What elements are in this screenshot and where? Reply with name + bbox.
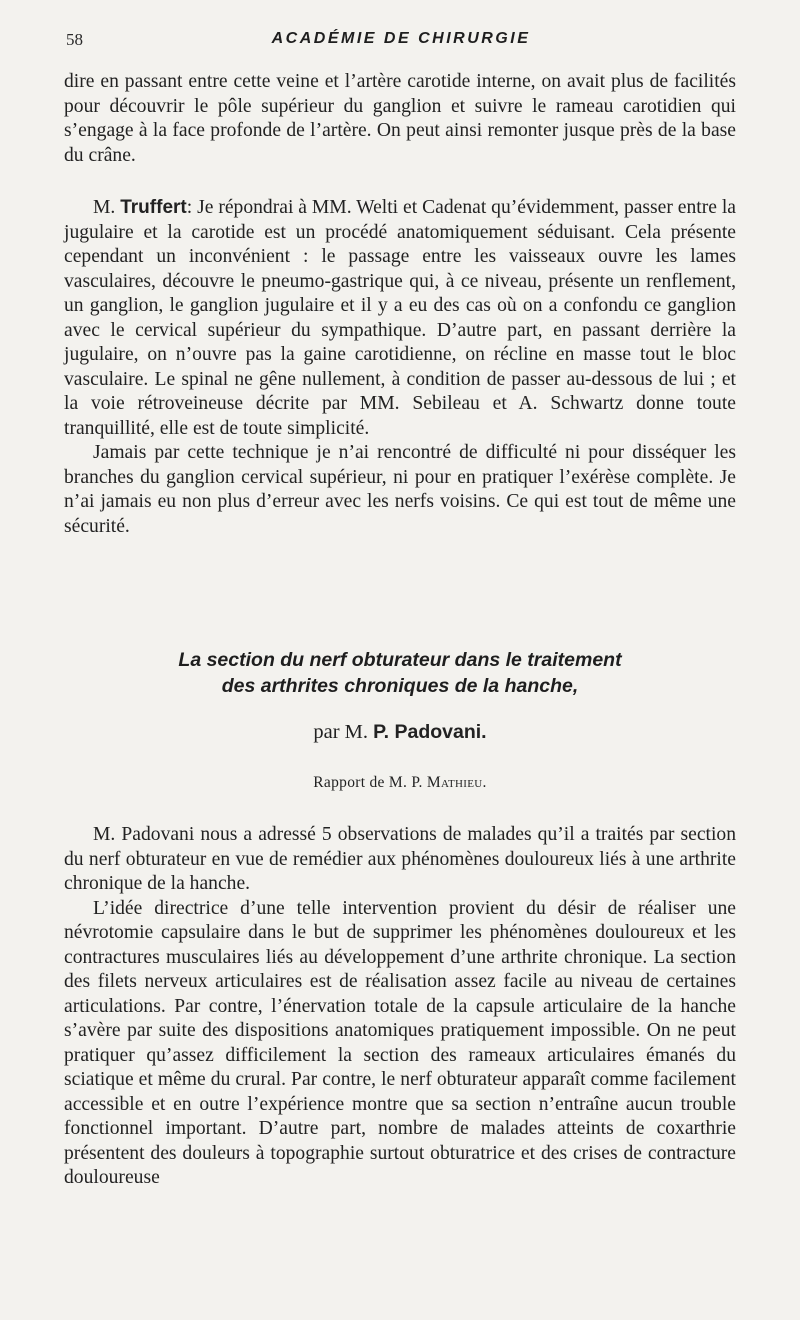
speaker-separator: : [186, 197, 198, 218]
byline-author: P. Padovani. [373, 721, 487, 743]
byline-prefix: par M. [313, 721, 374, 743]
report-paragraph-2: L’idée directrice d’une telle intervention provient du désir de réaliser une névrotomie capsulaire dans le but de supprimer les phénomènes douloureux et les contractures musculaires liés au développement d’une arthrite chronique. La section des filets nerveux articulaires est de réalisation assez facile au niveau de certaines articulations. Par contre, l’énervation totale de la capsule articulaire de la hanche s’avère par suite des dispositions anatomiques pratiquement impossible. On ne peut pratiquer qu’assez difficilement la section des rameaux articulaires émanés du sciatique et même du crural. Par contre, le nerf obturateur apparaît comme facilement accessible et en outre l’expérience montre que sa section n’entraîne aucun trouble fonctionnel important. D’autre part, nombre de malades atteints de coxarthrie présentent des douleurs à topographie surtout obturatrice et des crises de contracture douloureuse [64, 897, 736, 1188]
report-body [64, 823, 736, 1191]
report-paragraph-1: M. Padovani nous a adressé 5 observations de malades qu’il a traités par section du nerf obturateur en vue de remédier aux phénomènes douloureux liés à une arthrite chronique de la hanche. [64, 824, 736, 894]
running-title: ACADÉMIE DE CHIRURGIE [271, 30, 531, 47]
article-byline [64, 721, 736, 744]
page-header [66, 30, 736, 54]
discussion-paragraph-2: Jamais par cette technique je n’ai rencontré de difficulté ni pour disséquer les branches du ganglion cervical supérieur, ni pour en pratiquer l’exérèse complète. Je n’ai jamais eu non plus d’erreur avec les nerfs voisins. Ce qui est tout de même une sécurité. [64, 442, 736, 537]
discussion-paragraph-1-text: Je répondrai à MM. Welti et Cadenat qu’évidemment, passer entre la jugulaire et la carotide est un procédé anatomiquement séduisant. Cela présente cependant un inconvénient : le passage entre les vaisseaux ouvre les lames vasculaires, découvre le pneumo-gastrique qui, à ce niveau, présente un renflement, un ganglion, le ganglion jugulaire et il y a eu des cas où on a confondu ce ganglion avec le cervical supérieur du sympathique. D’autre part, en passant derrière la jugulaire, on n’ouvre pas la gaine carotidienne, on récline en masse tout le bloc vasculaire. Le spinal ne gêne nullement, à condition de passer au-dessous de lui ; et la voie rétroveineuse décrite par MM. Sebileau et A. Schwartz donne toute tranquillité, elle est de toute simplicité. [64, 197, 737, 439]
continuation-paragraph: dire en passant entre cette veine et l’artère carotide interne, on avait plus de facilités pour découvrir le pôle supérieur du ganglion et suivre le rameau carotidien qui s’engage à la face profonde de l’artère. On peut ainsi remonter jusque près de la base du crâne. [64, 71, 736, 166]
article-title-line-1: La section du nerf obturateur dans le traitement [178, 649, 622, 671]
speaker-name: Truffert [120, 197, 187, 218]
discussion-paragraph-1 [64, 196, 736, 441]
report-prefix: Rapport de M. P. [313, 774, 427, 791]
speaker-prefix: M. [93, 197, 121, 218]
article-title-line-2: des arthrites chroniques de la hanche, [221, 675, 579, 697]
report-author: Mathieu. [426, 774, 487, 791]
article-title [64, 647, 736, 699]
page-number: 58 [66, 30, 83, 49]
discussion-block [64, 196, 736, 539]
continuation-block [64, 70, 736, 168]
report-line [64, 774, 736, 792]
